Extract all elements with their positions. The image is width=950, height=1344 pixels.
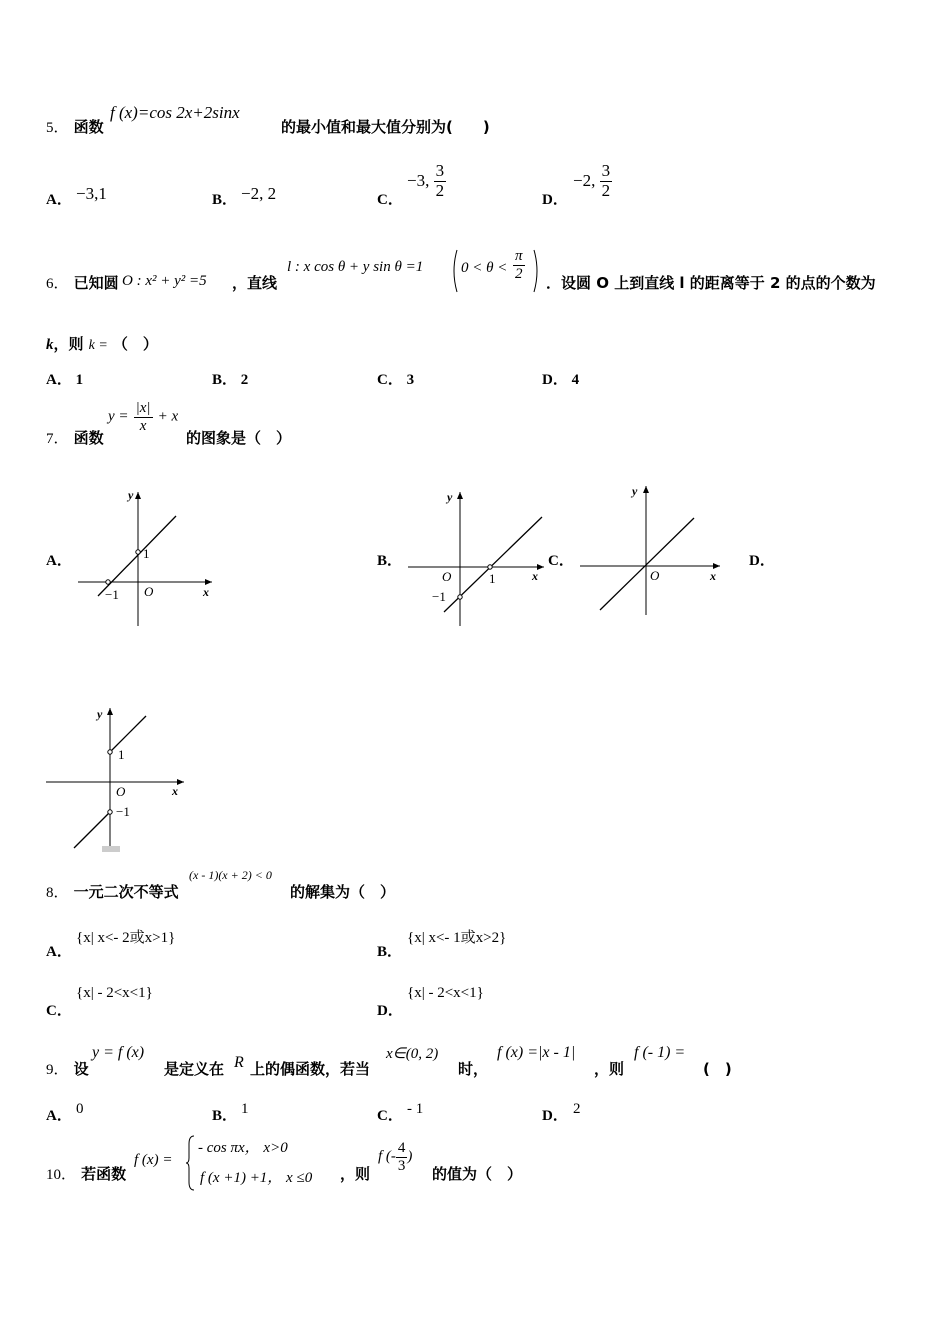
q6-option-a-value: 1	[75, 372, 84, 388]
graph-d-y-arrow	[107, 708, 113, 715]
q10-ask-den: 3	[397, 1157, 406, 1174]
q8-option-b-label[interactable]: B．	[377, 944, 403, 960]
graph-a-y-arrow	[135, 492, 141, 499]
q10-ask-right: )	[407, 1148, 413, 1165]
q5-option-c-int: −3,	[407, 171, 430, 191]
q7-suffix: 的图象是（ ）	[186, 429, 292, 447]
q9-option-d-label[interactable]: D．	[542, 1108, 568, 1124]
q5-option-c-label[interactable]: C．	[377, 192, 403, 208]
q7-option-d-label[interactable]: D．	[749, 553, 775, 569]
q7-lhs: y =	[108, 408, 129, 425]
q6-option-d-value: 4	[571, 372, 580, 388]
graph-a-y-label: y	[128, 488, 134, 502]
q6-range-num: π	[515, 248, 523, 264]
q8-option-b-value: {x| x<- 1或x>2}	[407, 930, 507, 946]
q10-ask	[378, 1140, 412, 1174]
q7-graph-d[interactable]	[42, 702, 192, 862]
q10-lhs: f (x) =	[134, 1152, 173, 1168]
q10-t1: ，则	[340, 1165, 371, 1183]
q6-option-d[interactable]	[542, 368, 579, 389]
graph-c-y-arrow	[643, 486, 649, 493]
q5-option-c-value	[407, 162, 446, 200]
q5-option-b-value: −2, 2	[241, 184, 277, 203]
graph-d-origin: O	[116, 784, 126, 799]
q8-option-c-value: {x| - 2<x<1}	[76, 985, 153, 1001]
q6-option-d-label: D．	[542, 372, 568, 388]
graph-d-pos-label: 1	[118, 747, 125, 762]
q5-option-d-num: 3	[601, 161, 611, 180]
q5-stem	[46, 116, 104, 137]
q8-stem	[46, 881, 179, 902]
q6-option-c-label: C．	[377, 372, 403, 388]
q9-prefix: 设	[73, 1060, 89, 1078]
q10-number: 10．	[46, 1167, 77, 1183]
graph-c-y-label: y	[632, 484, 638, 498]
q7-option-b-label[interactable]: B．	[377, 553, 403, 569]
q5-option-d-label[interactable]: D．	[542, 192, 568, 208]
q9-t1: 是定义在	[164, 1060, 225, 1078]
graph-d-x-arrow	[177, 779, 184, 785]
q9-ask: f (- 1) =	[634, 1044, 686, 1061]
q6-line-eq: l : x cos θ + y sin θ =1	[287, 259, 424, 275]
graph-b-y-label: y	[447, 490, 453, 504]
q10-ask-num: 4	[397, 1140, 406, 1156]
graph-d-point-neg	[108, 810, 112, 814]
q9-func: y = f (x)	[92, 1044, 145, 1061]
q5-suffix: 的最小值和最大值分别为( )	[281, 118, 490, 136]
q9-option-a-label[interactable]: A．	[46, 1108, 72, 1124]
q6-option-a-label: A．	[46, 372, 72, 388]
q9-t3: 时，	[458, 1060, 489, 1078]
q7-graph-b[interactable]	[402, 484, 552, 634]
q7-graph-c[interactable]	[576, 480, 726, 620]
graph-b-x-arrow	[537, 564, 544, 570]
q5-number: 5．	[46, 120, 69, 136]
q10-case2: f (x +1) +1， x ≤0	[200, 1170, 313, 1186]
q9-option-b-label[interactable]: B．	[212, 1108, 238, 1124]
q8-suffix: 的解集为（ ）	[290, 883, 396, 901]
q6-option-b[interactable]	[212, 368, 248, 389]
graph-c-x-label: x	[710, 569, 716, 583]
q6-prefix: 已知圆	[73, 274, 119, 292]
q6-number: 6．	[46, 276, 69, 292]
q8-prefix: 一元二次不等式	[73, 883, 179, 901]
q5-option-c-den: 2	[435, 180, 445, 200]
q5-option-d-den: 2	[601, 180, 611, 200]
q6-option-c-value: 3	[406, 372, 415, 388]
q7-prefix: 函数	[73, 429, 104, 447]
graph-b-x-label: x	[532, 569, 538, 583]
q9-R: R	[234, 1054, 244, 1071]
q7-graph-a[interactable]	[70, 484, 220, 634]
q6-option-c[interactable]	[377, 368, 414, 389]
q9-domain: x∈(0, 2)	[386, 1046, 439, 1062]
graph-b-y-arrow	[457, 492, 463, 499]
q7-frac-num: |x|	[135, 400, 151, 416]
q6-option-b-value: 2	[240, 372, 249, 388]
q6-range-left: 0 < θ <	[461, 260, 508, 276]
graph-a-pos-label: 1	[143, 546, 150, 561]
q9-t2: 上的偶函数，若当	[250, 1060, 371, 1078]
q10-prefix: 若函数	[81, 1165, 127, 1183]
graph-d-neg-label: −1	[116, 804, 130, 819]
q10-ask-left: f (-	[378, 1148, 396, 1165]
q8-formula: (x - 1)(x + 2) < 0	[189, 868, 272, 882]
q6-mid: ，直线	[232, 274, 278, 292]
q5-option-b-label[interactable]: B．	[212, 192, 238, 208]
graph-a-origin: O	[144, 584, 154, 599]
graph-b-point-neg	[458, 595, 462, 599]
q8-option-a-value: {x| x<- 2或x>1}	[76, 930, 176, 946]
q6-line2-text: ，则	[53, 335, 84, 353]
graph-b-neg-label: −1	[432, 589, 446, 604]
q5-option-d-int: −2,	[573, 171, 596, 191]
q9-option-a-value: 0	[76, 1101, 84, 1117]
q9-option-c-label[interactable]: C．	[377, 1108, 403, 1124]
q9-paren: ( )	[703, 1060, 732, 1078]
graph-c-line	[600, 518, 694, 610]
q5-formula: f (x)=cos 2x+2sinx	[110, 103, 240, 122]
graph-c-origin: O	[650, 568, 660, 583]
q8-option-d-value: {x| - 2<x<1}	[407, 985, 484, 1001]
q7-option-c-label[interactable]: C．	[548, 553, 574, 569]
graph-d-line-right	[110, 716, 146, 752]
q6-option-a[interactable]	[46, 368, 83, 389]
graph-a-point-neg	[106, 580, 110, 584]
q7-number: 7．	[46, 431, 69, 447]
q6-option-b-label: B．	[212, 372, 238, 388]
graph-b-point-pos	[488, 565, 492, 569]
graph-a-x-label: x	[203, 585, 209, 599]
graph-d-x-label: x	[172, 784, 178, 798]
q8-option-d-label[interactable]: D．	[377, 1003, 403, 1019]
q10-case1: - cos πx， x>0	[198, 1140, 288, 1156]
q6-range-den: 2	[515, 265, 523, 282]
graph-d-y-label: y	[97, 707, 103, 721]
q6-k: k	[46, 337, 54, 353]
graph-a-neg-label: −1	[105, 587, 119, 602]
q10-brace	[186, 1134, 196, 1192]
q6-k-eq: k =	[88, 338, 108, 353]
q8-number: 8．	[46, 885, 69, 901]
q5-option-a-value: −3,1	[76, 184, 107, 203]
q6-range	[450, 248, 540, 294]
q7-formula	[108, 400, 178, 452]
q5-option-c-num: 3	[435, 161, 445, 180]
q5-prefix: 函数	[73, 118, 104, 136]
q7-frac-den: x	[139, 417, 147, 434]
graph-a-point-pos	[136, 550, 140, 554]
q10-stem	[46, 1163, 126, 1184]
q9-def: f (x) =|x - 1|	[497, 1044, 576, 1061]
q6-suffix: ．设圆 O 上到直线 l 的距离等于 2 的点的个数为	[546, 274, 876, 292]
q9-option-b-value: 1	[241, 1101, 249, 1117]
graph-b-origin: O	[442, 569, 452, 584]
q5-option-d-value	[573, 162, 612, 200]
graph-b-pos-label: 1	[489, 571, 496, 586]
graph-d-artifact	[102, 846, 120, 852]
q6-line2	[46, 333, 158, 354]
q5-option-a-label[interactable]: A．	[46, 192, 72, 208]
q8-option-c-label[interactable]: C．	[46, 1003, 72, 1019]
q6-stem	[46, 272, 119, 293]
q8-option-a-label[interactable]: A．	[46, 944, 72, 960]
graph-d-point-pos	[108, 750, 112, 754]
q10-suffix: 的值为（ ）	[432, 1165, 523, 1183]
q9-stem	[46, 1058, 89, 1079]
q9-number: 9．	[46, 1062, 69, 1078]
q7-stem	[46, 427, 104, 448]
q6-circle: O : x² + y² =5	[122, 273, 207, 289]
q7-rhs: + x	[157, 408, 179, 425]
q6-paren: （ ）	[112, 335, 158, 353]
q9-t4: ，则	[594, 1060, 625, 1078]
q9-option-c-value: - 1	[407, 1101, 424, 1117]
q9-option-d-value: 2	[573, 1101, 581, 1117]
graph-d-line-left	[74, 812, 110, 848]
q7-option-a-label[interactable]: A．	[46, 553, 72, 569]
